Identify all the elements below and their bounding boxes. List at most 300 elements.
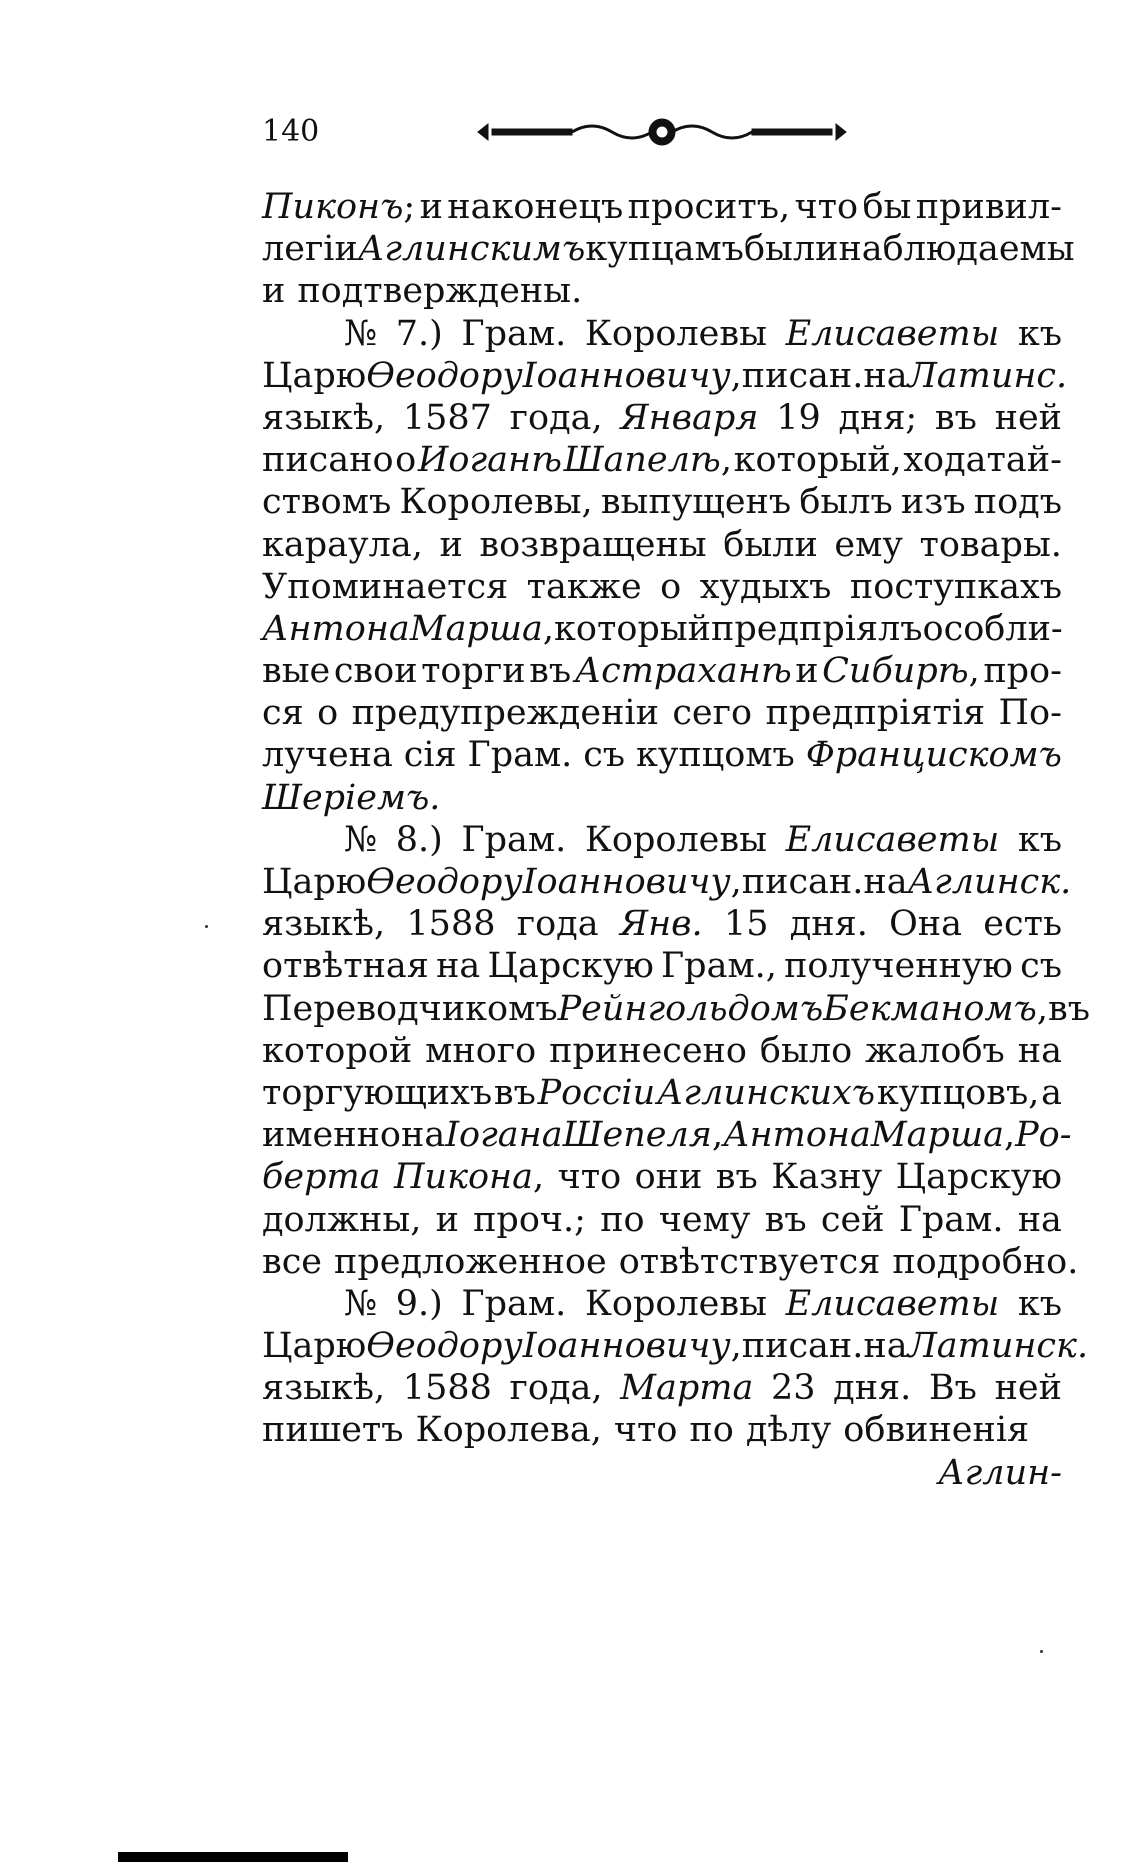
text: Королевы (584, 1283, 767, 1324)
word (790, 903, 868, 945)
word (983, 650, 1062, 692)
text: ней (994, 1368, 1062, 1409)
italic-text: Антона (723, 1115, 871, 1156)
text-line (262, 819, 1062, 861)
word (724, 903, 769, 945)
word (399, 481, 592, 523)
text: изъ (900, 482, 966, 523)
text: были (723, 524, 818, 565)
text: много (425, 1030, 537, 1071)
text: ся (262, 693, 304, 734)
text-line (262, 1030, 1062, 1072)
text: , (730, 355, 742, 396)
text: товары. (919, 524, 1062, 565)
text: и (795, 651, 819, 692)
italic-text: Марша (870, 1115, 1004, 1156)
word (806, 734, 1062, 776)
italic-text: Шапелѣ (563, 440, 721, 481)
word (262, 566, 508, 608)
text: а (1041, 1072, 1062, 1113)
word (862, 186, 911, 228)
italic-text: Елисаветы (785, 1283, 1000, 1324)
page-header (262, 112, 1062, 152)
word (601, 481, 791, 523)
word (262, 439, 394, 481)
word (583, 734, 625, 776)
text: полученную (784, 946, 1013, 987)
text: о (317, 693, 339, 734)
word (746, 1409, 831, 1451)
word (262, 1030, 412, 1072)
word (923, 608, 1063, 650)
text: Переводчикомъ (262, 988, 558, 1029)
word (262, 1367, 385, 1409)
text: купцовъ, (876, 1072, 1040, 1113)
text: языкѣ, (262, 904, 386, 945)
word (1018, 1030, 1062, 1072)
text-line (262, 397, 1062, 439)
text: , (711, 1115, 724, 1156)
word (262, 777, 440, 819)
word (672, 692, 752, 734)
word (262, 650, 330, 692)
word (403, 1367, 492, 1409)
text: легіи (262, 229, 358, 270)
text: къ (1017, 819, 1062, 860)
word (614, 1409, 678, 1451)
word (262, 270, 285, 312)
word (461, 819, 566, 861)
word (863, 355, 907, 397)
word (406, 903, 495, 945)
text-line (262, 650, 1062, 692)
text-line (262, 988, 1090, 1030)
text: писано (262, 440, 394, 481)
word (558, 1156, 622, 1198)
italic-text: Ѳеодору (366, 1326, 523, 1367)
word (834, 524, 903, 566)
text-line (262, 861, 1072, 903)
word (461, 313, 566, 355)
word (620, 903, 703, 945)
text: все (262, 1241, 323, 1282)
italic-text: Пиконъ (262, 187, 404, 227)
text: ствомъ (262, 482, 392, 523)
word (899, 1199, 1004, 1241)
word (396, 1283, 443, 1325)
word (436, 945, 480, 987)
text: ему (834, 524, 903, 565)
text: и (419, 187, 443, 227)
word (410, 608, 554, 650)
word (734, 439, 902, 481)
text: языкѣ, (262, 1368, 386, 1409)
word (527, 566, 642, 608)
text: худыхъ (699, 566, 832, 607)
word (395, 439, 416, 481)
text: проч.; (473, 1199, 586, 1240)
word (999, 692, 1062, 734)
word (635, 1156, 703, 1198)
word (575, 650, 792, 692)
text: лучена (262, 735, 393, 776)
text: дня; (838, 397, 918, 438)
text: , (1036, 988, 1048, 1029)
text: въ (1048, 988, 1090, 1029)
text-line (262, 355, 1068, 397)
text: которой (262, 1030, 413, 1071)
word (908, 861, 1072, 903)
text: сего (672, 693, 753, 734)
text-line (262, 566, 1062, 608)
italic-text: берта (262, 1157, 381, 1198)
text: наблюдаемы (838, 229, 1075, 270)
italic-text: Аглинск. (907, 862, 1072, 902)
word (995, 397, 1062, 439)
word (262, 988, 558, 1030)
word (863, 861, 907, 903)
italic-text: Астраханѣ (574, 651, 792, 692)
word (366, 861, 522, 903)
text-line (262, 1367, 1062, 1409)
word (892, 1241, 1078, 1283)
word (823, 988, 1048, 1030)
word (1015, 1114, 1071, 1156)
text-line (262, 903, 1062, 945)
italic-text: Латинс. (907, 355, 1068, 396)
word (657, 1072, 875, 1114)
word (838, 228, 1074, 270)
word (262, 481, 391, 523)
text: обвиненія (843, 1410, 1030, 1451)
word (494, 1072, 536, 1114)
italic-text: Аглинскихъ (656, 1072, 876, 1113)
text: въ (529, 651, 572, 692)
text: и (435, 1199, 459, 1240)
word (742, 1325, 864, 1367)
text: года, (509, 397, 603, 438)
text-line (262, 481, 1062, 523)
text: предпріялъ (711, 608, 923, 649)
word (549, 1030, 747, 1072)
text: дня. (789, 904, 868, 945)
word (262, 692, 304, 734)
text: возвращены (479, 524, 707, 565)
text: въ (715, 1157, 758, 1198)
italic-text: Ѳеодору (366, 355, 523, 396)
italic-text: Антона (262, 608, 410, 649)
text: № (344, 819, 378, 860)
word (628, 186, 791, 228)
italic-text: Ро- (1015, 1115, 1072, 1156)
text: и (439, 524, 463, 565)
word (563, 1114, 724, 1156)
text: Королевы (584, 819, 767, 860)
text: Грам. (461, 1283, 567, 1324)
italic-text: Францискомъ (805, 735, 1062, 776)
text: въ (934, 397, 977, 438)
italic-text: Россіи (537, 1072, 656, 1113)
text: про- (983, 651, 1062, 692)
text: Царю (262, 862, 367, 902)
word (822, 650, 980, 692)
word (425, 1030, 536, 1072)
word (901, 481, 966, 523)
text-line (262, 1409, 1062, 1451)
text: Грам. (467, 735, 573, 776)
word (538, 1072, 656, 1114)
word (877, 1072, 1039, 1114)
word (1018, 1199, 1062, 1241)
text: 1588 (402, 1368, 492, 1409)
word (843, 1409, 1029, 1451)
word (262, 608, 410, 650)
word (903, 439, 1062, 481)
text: былъ (799, 482, 893, 523)
text: проситъ, (627, 187, 791, 227)
text: предложенное (334, 1241, 607, 1282)
text-line (262, 1072, 1062, 1114)
word (1048, 988, 1090, 1030)
italic-text: Іоанновичу (522, 862, 731, 902)
text: 9.) (395, 1283, 443, 1324)
word (799, 481, 892, 523)
text: писан. (741, 862, 864, 902)
word (262, 945, 429, 987)
text: на (1017, 1199, 1062, 1240)
word (863, 1325, 907, 1367)
text: на (863, 355, 908, 396)
text: Грам. (898, 1199, 1004, 1240)
text-line (262, 1241, 1079, 1283)
word (529, 650, 571, 692)
text-line (262, 228, 1075, 270)
text-line (262, 777, 1062, 819)
text: выпущенъ (600, 482, 792, 523)
word (262, 186, 415, 228)
word (865, 1030, 1005, 1072)
word (660, 566, 681, 608)
word (908, 1325, 1089, 1367)
text: въ (493, 1072, 536, 1113)
word (394, 1156, 544, 1198)
word (473, 1199, 586, 1241)
word (786, 1283, 1000, 1325)
text: на (1017, 1030, 1062, 1071)
text: привил- (915, 187, 1062, 227)
word (334, 1241, 607, 1283)
word (262, 1409, 404, 1451)
text: они (634, 1157, 703, 1198)
word (554, 608, 711, 650)
word (742, 861, 864, 903)
text: ходатай- (903, 440, 1062, 481)
text: именно (262, 1115, 401, 1156)
text: , (730, 862, 742, 902)
text: свои (333, 651, 418, 692)
text: , (1003, 1115, 1016, 1156)
text: 8.) (395, 819, 443, 860)
text: писан. (741, 355, 864, 396)
text: жалобъ (865, 1030, 1005, 1071)
text: Грам. (461, 313, 567, 354)
text: Въ (928, 1368, 977, 1409)
text: на (863, 862, 908, 902)
text: предпріятія (765, 693, 986, 734)
text: на (436, 946, 481, 987)
word (700, 566, 832, 608)
text: По- (998, 693, 1062, 734)
word (850, 566, 1062, 608)
page-number: 140 (262, 114, 320, 149)
text: Казну (771, 1157, 883, 1198)
text-line (262, 734, 1062, 776)
word (585, 228, 744, 270)
text: въ (764, 1199, 807, 1240)
text: отвѣтствуется (618, 1241, 881, 1282)
text: года, (509, 1368, 603, 1409)
text: Царскую (487, 946, 654, 987)
word (461, 1283, 566, 1325)
print-speck (1040, 1650, 1043, 1653)
text: Королева, (415, 1410, 602, 1451)
italic-text: Янв. (619, 904, 703, 945)
text: , (532, 1157, 545, 1198)
word (771, 1367, 816, 1409)
word (838, 397, 917, 439)
word (479, 524, 706, 566)
text-line (262, 608, 1062, 650)
text-line (262, 1199, 1062, 1241)
text-line (262, 439, 1062, 481)
word (436, 1199, 459, 1241)
text-line (262, 270, 1062, 312)
word (974, 481, 1062, 523)
word (661, 945, 777, 987)
word (523, 1325, 742, 1367)
italic-text: Иоганѣ (417, 440, 562, 481)
italic-text: Марта (620, 1368, 754, 1409)
word (765, 692, 985, 734)
text-line (262, 1325, 1089, 1367)
text: бы (862, 187, 912, 227)
word (771, 1156, 882, 1198)
text: Царскую (895, 1157, 1062, 1198)
text: къ (1017, 1283, 1062, 1324)
word (352, 692, 659, 734)
word (564, 439, 732, 481)
word (585, 313, 767, 355)
word (510, 397, 603, 439)
text: предупрежденіи (351, 693, 659, 734)
italic-text: Ѳеодору (366, 862, 523, 902)
italic-text: Аглинскимъ (357, 229, 586, 270)
text: на (401, 1115, 446, 1156)
word (262, 524, 423, 566)
word (689, 1409, 733, 1451)
text: караула, (262, 524, 423, 565)
word (585, 819, 767, 861)
body-text (262, 186, 1090, 1494)
text: Королевы (584, 313, 767, 354)
word (600, 1199, 644, 1241)
word (620, 397, 758, 439)
word (523, 355, 742, 397)
text: 7.) (395, 313, 443, 354)
text: подтверждены. (297, 271, 583, 312)
text: сія (403, 735, 457, 776)
text: было (759, 1030, 853, 1071)
word (784, 945, 1013, 987)
word (317, 692, 338, 734)
text: ней (994, 397, 1062, 438)
text: по (600, 1199, 645, 1240)
text: , (720, 440, 732, 481)
text: о (395, 440, 417, 481)
italic-text: Марша (409, 608, 543, 649)
text-line (262, 1156, 1062, 1198)
word (983, 903, 1062, 945)
text: Упоминается (262, 566, 509, 607)
text-line (262, 186, 1062, 228)
italic-text: Рейнгольдомъ (557, 988, 824, 1029)
text: о (660, 566, 682, 607)
word (935, 397, 977, 439)
text: дѣлу (745, 1410, 832, 1451)
word (366, 355, 522, 397)
text: съ (583, 735, 626, 776)
text: купцомъ (635, 735, 795, 776)
word (744, 228, 839, 270)
text: наконецъ (447, 187, 624, 227)
catchword (262, 1452, 1062, 1494)
italic-text: Іоанновичу (522, 1326, 731, 1367)
text: 1588 (406, 904, 496, 945)
word (401, 1114, 445, 1156)
italic-text: Іоанновичу (522, 355, 731, 396)
word (1018, 1283, 1062, 1325)
italic-text: Бекманомъ (823, 988, 1037, 1029)
text: , (968, 651, 980, 692)
word (468, 734, 573, 776)
italic-text: Латинск. (907, 1326, 1089, 1367)
word (344, 1283, 377, 1325)
italic-text: Елисаветы (785, 313, 1000, 354)
word (262, 1156, 381, 1198)
word (262, 1241, 322, 1283)
word (262, 861, 366, 903)
text: купцамъ (585, 229, 744, 270)
italic-text: Января (620, 397, 759, 438)
text: дня. (833, 1368, 912, 1409)
italic-text: Елисаветы (785, 819, 1000, 860)
word (416, 1409, 602, 1451)
word (833, 1367, 911, 1409)
word (262, 734, 393, 776)
text-line (262, 692, 1062, 734)
text: должны, (262, 1199, 422, 1240)
text: и (262, 271, 286, 312)
word (585, 1283, 767, 1325)
italic-text: Сибирѣ (822, 651, 969, 692)
word (262, 1072, 492, 1114)
text: отвѣтная (262, 946, 429, 987)
text: подробно. (892, 1241, 1079, 1282)
word (723, 1114, 871, 1156)
text: Царю (262, 1326, 367, 1367)
word (558, 988, 824, 1030)
text: который (554, 608, 712, 649)
